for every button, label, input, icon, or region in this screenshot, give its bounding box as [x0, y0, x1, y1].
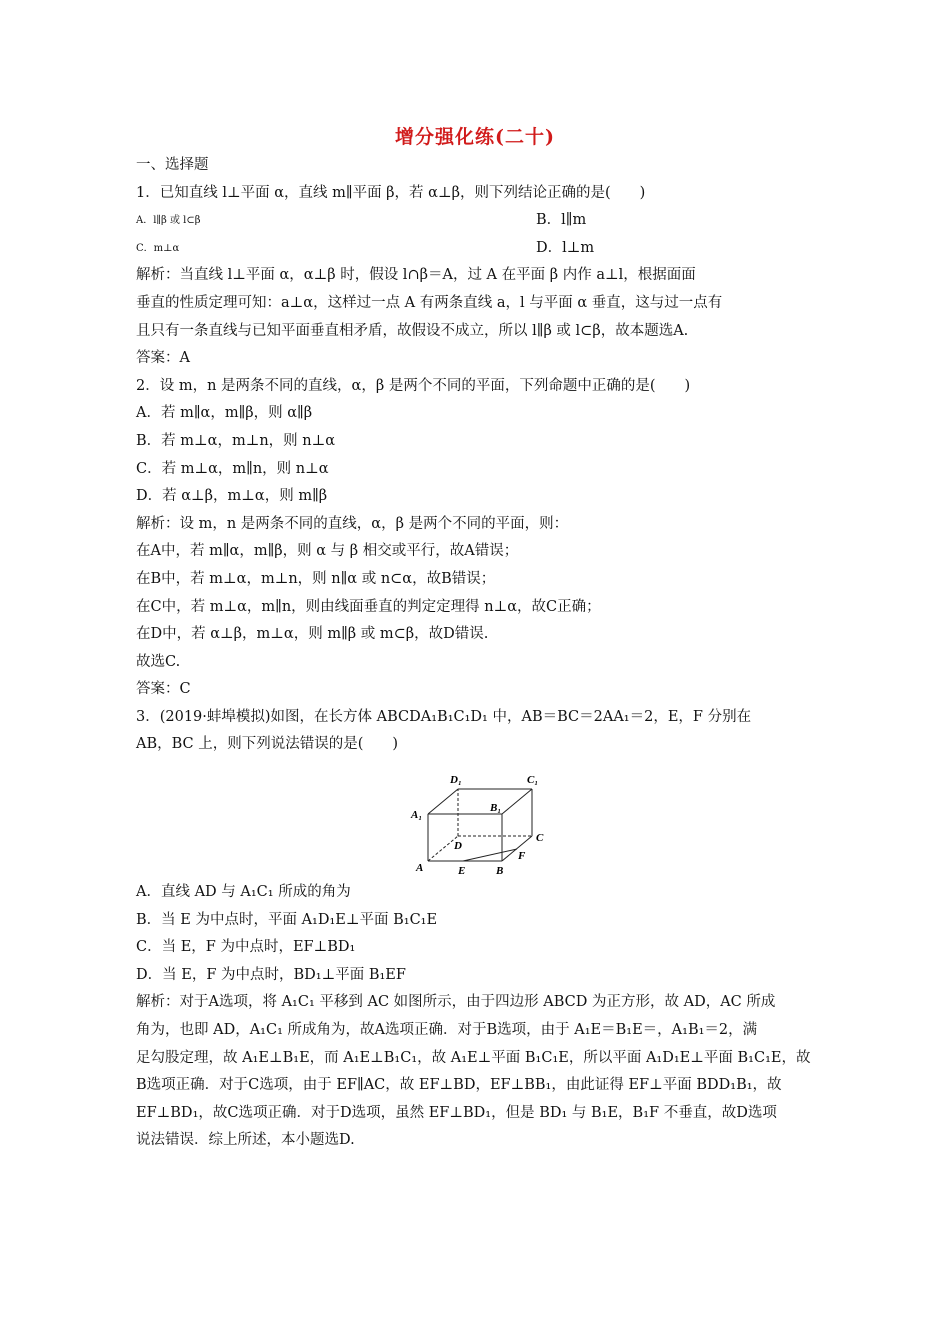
label-B1: B₁: [490, 802, 502, 815]
q2-option-b: B．若 m⊥α，m⊥n，则 n⊥α: [136, 432, 336, 449]
q2-option-c: C．若 m⊥α，m∥n，则 n⊥α: [136, 460, 329, 477]
label-B: B: [496, 865, 504, 878]
q2-answer: 答案：C: [136, 681, 191, 698]
q1-options-row-2: [136, 235, 820, 263]
q2-analysis-line-4: 在C中，若 m⊥α，m∥n，则由线面垂直的判定定理得 n⊥α，故C正确；: [136, 598, 601, 615]
label-C1: C₁: [527, 774, 539, 787]
edge-B1C1: [502, 789, 532, 814]
q3-analysis-line-4: B选项正确．对于C选项，由于 EF∥AC，故 EF⊥BD，EF⊥BB₁，由此证得 EF⊥平面 BDD₁B₁，故: [136, 1077, 782, 1094]
q3-analysis-line-2: 角为，也即 AD，A₁C₁ 所成角为，故A选项正确．对于B选项，由于 A₁E＝B₁E＝，A₁B₁＝2，满: [136, 1022, 758, 1039]
section-heading: 一、选择题: [136, 157, 209, 173]
q2-conclusion: 故选C.: [136, 653, 181, 670]
q2-analysis-line-3: 在B中，若 m⊥α，m⊥n，则 n∥α 或 n⊂α，故B错误；: [136, 570, 496, 587]
q2-analysis-line-5: 在D中，若 α⊥β，m⊥α，则 m∥β 或 m⊂β，故D错误.: [136, 626, 489, 643]
label-C: C: [536, 832, 544, 845]
q1-option-b: B．l∥m: [536, 212, 587, 229]
q1-answer: 答案：A: [136, 350, 190, 367]
q1-options-row-1: [136, 207, 820, 235]
q3-option-d: D．当 E，F 为中点时，BD₁⊥平面 B₁EF: [136, 966, 406, 983]
q1-analysis-line-1: 解析：当直线 l⊥平面 α，α⊥β 时，假设 l∩β＝A，过 A 在平面 β 内作 a⊥l，根据面面: [136, 267, 696, 284]
q3-analysis-line-6: 说法错误．综上所述，本小题选D.: [136, 1132, 355, 1149]
q3-analysis-line-5: EF⊥BD₁，故C选项正确．对于D选项，虽然 EF⊥BD₁，但是 BD₁ 与 B₁E，B₁F 不垂直，故D选项: [136, 1104, 777, 1121]
q2-option-d: D．若 α⊥β，m⊥α，则 m∥β: [136, 488, 328, 505]
label-D: D: [454, 840, 462, 853]
q1-option-c: C．m⊥α: [136, 242, 180, 254]
edge-A1D1: [428, 789, 458, 814]
q3-analysis-line-3: 足勾股定理，故 A₁E⊥B₁E，而 A₁E⊥B₁C₁，故 A₁E⊥平面 B₁C₁E，所以平面 A₁D₁E⊥平面 B₁C₁E，故: [136, 1049, 811, 1066]
q3-option-a: A．直线 AD 与 A₁C₁ 所成的角为: [136, 884, 351, 901]
q3-option-b: B．当 E 为中点时，平面 A₁D₁E⊥平面 B₁C₁E: [136, 911, 438, 928]
q1-analysis-line-2: 垂直的性质定理可知：a⊥α，这样过一点 A 有两条直线 a，l 与平面 α 垂直，这与过一点有: [136, 294, 723, 311]
label-A: A: [416, 862, 424, 875]
cuboid-figure: [136, 759, 820, 879]
page-title: 增分强化练(二十): [395, 126, 555, 148]
q2-analysis-line-2: 在A中，若 m∥α，m∥β，则 α 与 β 相交或平行，故A错误；: [136, 543, 519, 560]
q2-option-a: A．若 m∥α，m∥β，则 α∥β: [136, 405, 313, 422]
q3-stem-line-1: 3．(2019·蚌埠模拟)如图，在长方体 ABCDA₁B₁C₁D₁ 中，AB＝BC＝2AA₁＝2，E，F 分别在: [136, 708, 752, 725]
document-body: [136, 152, 820, 1155]
q2-stem: 2．设 m，n 是两条不同的直线，α，β 是两个不同的平面，下列命题中正确的是( ): [136, 377, 691, 394]
q3-stem-line-2: AB，BC 上，则下列说法错误的是( ): [136, 736, 399, 753]
edge-BC: [502, 836, 532, 861]
q3-option-c: C．当 E，F 为中点时，EF⊥BD₁: [136, 939, 356, 956]
q1-analysis-line-3: 且只有一条直线与已知平面垂直相矛盾，故假设不成立，所以 l∥β 或 l⊂β，故本题选A.: [136, 322, 689, 339]
q2-analysis-line-1: 解析：设 m，n 是两条不同的直线，α，β 是两个不同的平面，则：: [136, 515, 569, 532]
q1-option-d: D．l⊥m: [536, 239, 595, 256]
q1-option-a: A．l∥β 或 l⊂β: [136, 215, 201, 227]
label-F: F: [518, 850, 526, 863]
label-A1: A₁: [411, 809, 423, 822]
cuboid-diagram: [408, 761, 558, 877]
q3-analysis-line-1: 解析：对于A选项，将 A₁C₁ 平移到 AC 如图所示，由于四边形 ABCD 为正方形，故 AD，AC 所成: [136, 994, 776, 1011]
label-D1: D₁: [450, 774, 462, 787]
q1-stem: 1．已知直线 l⊥平面 α，直线 m∥平面 β，若 α⊥β，则下列结论正确的是( ): [136, 184, 646, 201]
label-E: E: [458, 865, 466, 878]
